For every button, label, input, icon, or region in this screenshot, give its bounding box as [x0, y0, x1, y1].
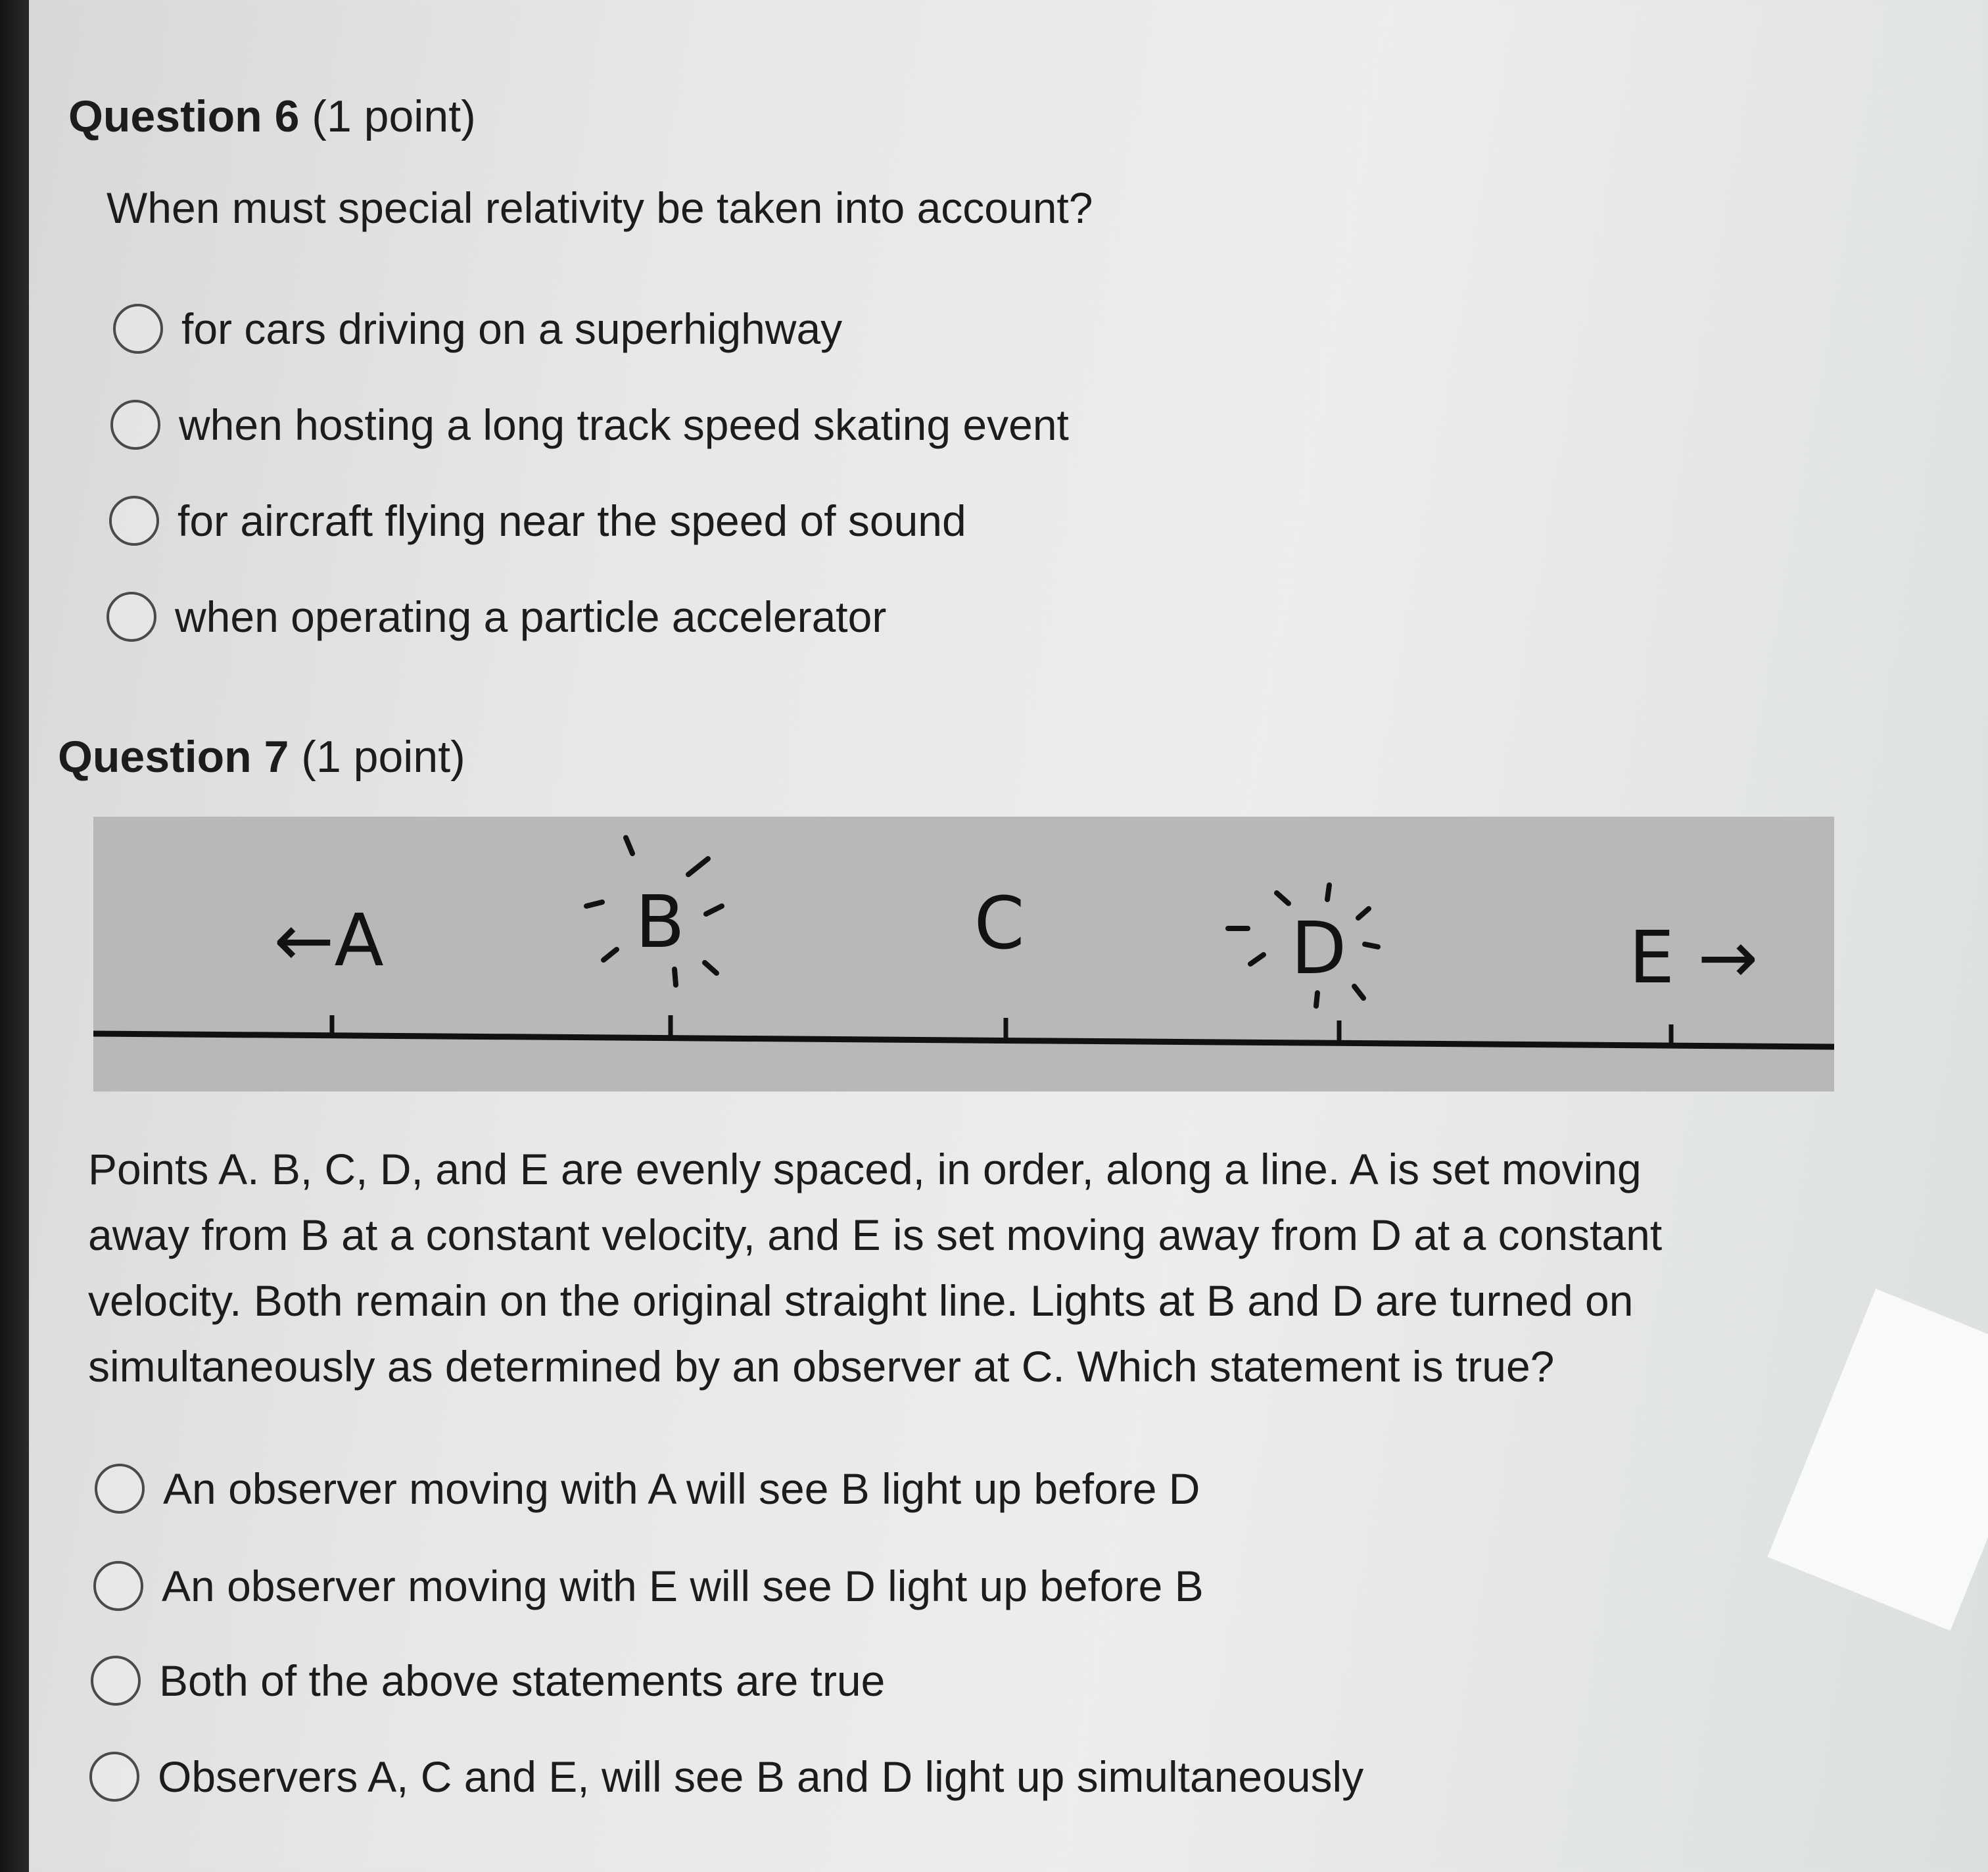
question-7-prompt-line: Points A. B, C, D, and E are evenly spaced, in order, along a line. A is set moving — [88, 1145, 1642, 1193]
question-6-heading — [68, 91, 476, 142]
q7-option-3-radio[interactable] — [91, 1656, 141, 1706]
baseline — [93, 1034, 1834, 1047]
q7-option-3[interactable] — [91, 1656, 885, 1706]
q7-option-1-radio[interactable] — [95, 1464, 145, 1514]
q6-option-2-radio[interactable] — [110, 400, 160, 450]
q6-option-1[interactable] — [113, 304, 842, 354]
q6-option-4-label: when operating a particle accelerator — [175, 592, 887, 641]
question-7-prompt-line: simultaneously as determined by an observer at C. Which statement is true? — [88, 1342, 1555, 1391]
q7-figure — [93, 817, 1834, 1092]
point-c-label: C — [974, 881, 1025, 965]
q6-option-2-label: when hosting a long track speed skating event — [179, 400, 1069, 449]
question-6-number: Question 6 — [68, 91, 300, 141]
q6-option-1-radio[interactable] — [113, 304, 163, 354]
q7-option-2-radio[interactable] — [93, 1561, 143, 1611]
q7-option-4[interactable] — [89, 1752, 1363, 1802]
q6-option-4[interactable] — [106, 592, 886, 642]
point-a-label: ←A — [273, 898, 384, 982]
q7-option-2-label: An observer moving with E will see D light up before B — [162, 1562, 1204, 1610]
point-d-label: D — [1290, 906, 1347, 990]
question-6-prompt: When must special relativity be taken into account? — [106, 183, 1093, 232]
point-e-label: E → — [1628, 915, 1759, 999]
q6-option-3-label: for aircraft flying near the speed of sound — [178, 496, 966, 545]
q6-option-3-radio[interactable] — [109, 496, 159, 546]
q6-option-1-label: for cars driving on a superhighway — [181, 304, 843, 353]
question-7-prompt-line: velocity. Both remain on the original straight line. Lights at B and D are turned on — [88, 1276, 1634, 1325]
q7-option-1-label: An observer moving with A will see B light up before D — [163, 1464, 1200, 1513]
q7-option-3-label: Both of the above statements are true — [159, 1656, 886, 1705]
question-7-points: (1 point) — [301, 732, 465, 782]
q7-option-1[interactable] — [95, 1464, 1200, 1514]
question-6-points: (1 point) — [312, 91, 476, 141]
question-7-heading — [58, 731, 465, 782]
q6-option-3[interactable] — [109, 496, 966, 546]
q7-option-2[interactable] — [93, 1561, 1204, 1611]
q6-option-4-radio[interactable] — [106, 592, 156, 642]
q6-option-2[interactable] — [110, 400, 1069, 450]
question-7-prompt — [88, 1136, 1824, 1399]
question-7-number: Question 7 — [58, 732, 289, 782]
q7-option-4-label: Observers A, C and E, will see B and D light up simultaneously — [158, 1752, 1364, 1801]
q7-option-4-radio[interactable] — [89, 1752, 139, 1802]
point-b-label: B — [635, 880, 685, 964]
device-bezel — [0, 0, 29, 1872]
question-7-prompt-line: away from B at a constant velocity, and E is set moving away from D at a constant — [88, 1211, 1663, 1259]
